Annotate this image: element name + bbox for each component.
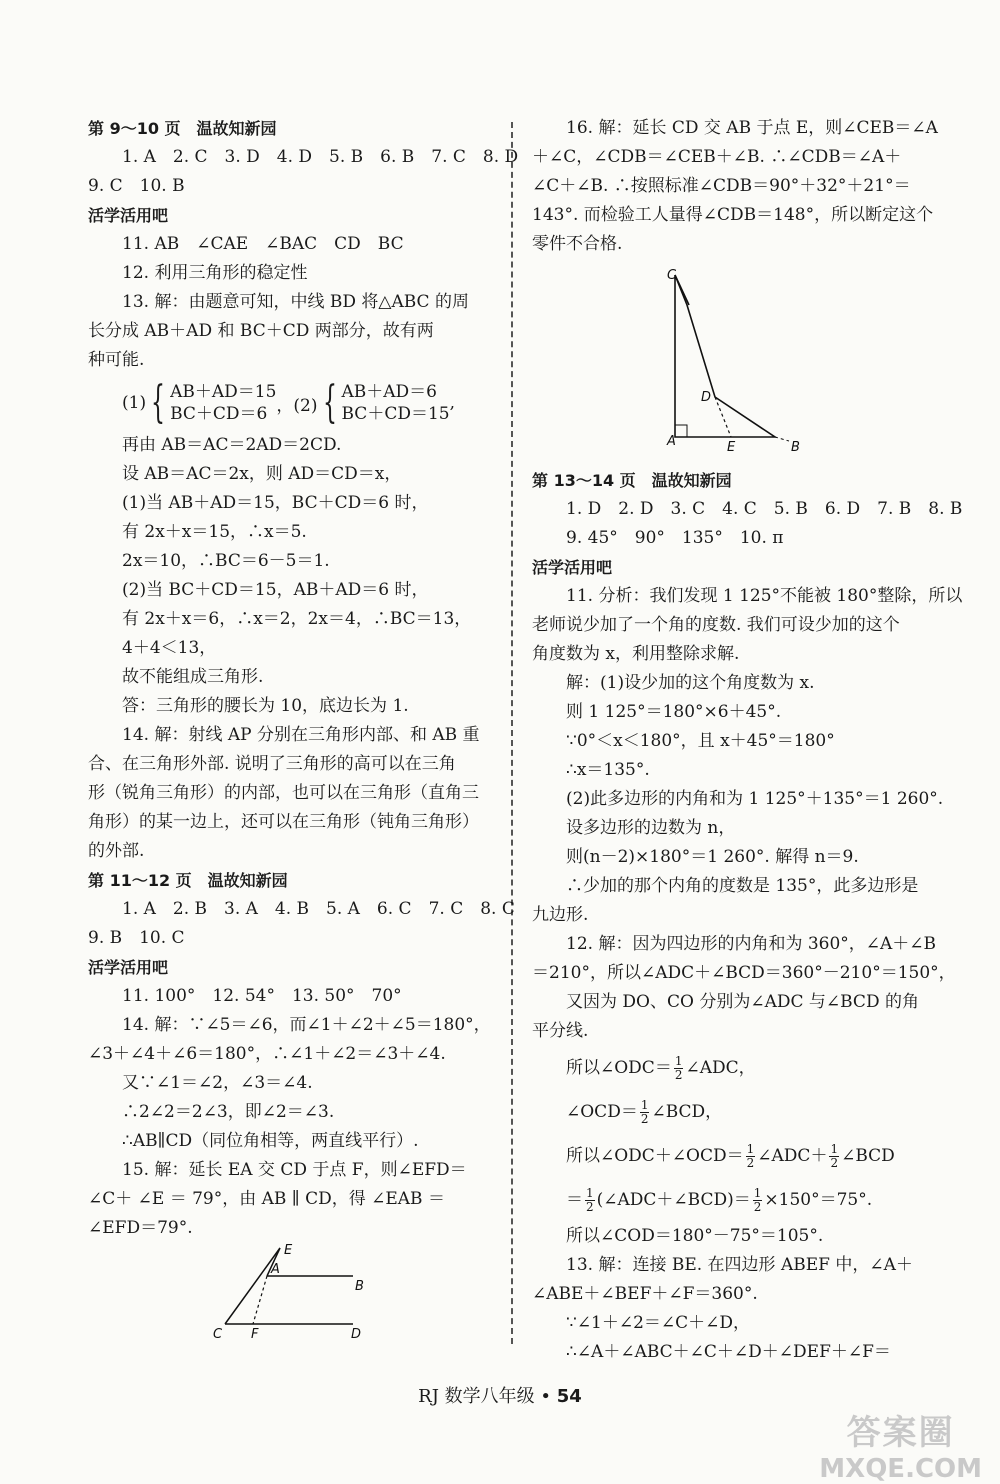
point-c-label: C [667, 268, 677, 283]
fraction-half [585, 1187, 595, 1214]
fraction-half [829, 1143, 839, 1170]
point-f-label: F [251, 1327, 259, 1342]
formula-text: ＝ [566, 1190, 583, 1210]
answer-line: 14. 解：∵∠5＝∠6，而∠1＋∠2＋∠5＝180°， [122, 1015, 491, 1035]
brace-icon: { [322, 377, 337, 428]
answer-line: 12. 解：因为四边形的内角和为 360°，∠A＋∠B [566, 934, 937, 954]
answer-line: 16. 解：延长 CD 交 AB 于点 E，则∠CEB＝∠A [566, 118, 938, 138]
answer-line: ∴少加的那个内角的度数是 135°，此多边形是 [566, 876, 919, 896]
equation-system [170, 381, 276, 425]
answer-line: 11. 分析：我们发现 1 125°不能被 180°整除，所以 [566, 586, 963, 606]
punctuation: , [449, 393, 455, 413]
subsection-title: 活学活用吧 [532, 558, 613, 577]
watermark-url: MXQE.COM [819, 1454, 982, 1484]
page-number: 54 [556, 1386, 582, 1407]
answer-line: 种可能. [88, 350, 145, 370]
answer-line: 故不能组成三角形. [122, 667, 264, 687]
formula-line [532, 1178, 937, 1222]
answer-line: 有 2x＋x＝6，∴x＝2，2x＝4，∴BC＝13， [122, 609, 472, 629]
answer-line: 形（锐角三角形）的内部，也可以在三角形（直角三 [88, 783, 479, 803]
answer-line: ∴AB∥CD（同位角相等，两直线平行）. [122, 1131, 419, 1151]
equation-row: AB＋AD＝6 [341, 382, 437, 402]
point-a-label: A [271, 1262, 280, 1277]
line-ce [225, 1248, 280, 1324]
answer-line: 又∵∠1＝∠2，∠3＝∠4. [122, 1073, 313, 1093]
answer-line: ＝210°，所以∠ADC＋∠BCD＝360°－210°＝150°， [532, 963, 956, 983]
answer-line: 设 AB＝AC＝2x，则 AD＝CD＝x， [122, 464, 402, 484]
part-figure [655, 265, 815, 460]
answer-line: 老师说少加了一个角的度数. 我们可设少加的这个 [532, 615, 900, 635]
fraction-half [753, 1187, 763, 1214]
answer-line: 有 2x＋x＝15，∴x＝5. [122, 522, 307, 542]
answer-line: 答：三角形的腰长为 10，底边长为 1. [122, 696, 409, 716]
section-title: 第 11～12 页 温故知新园 [88, 871, 288, 890]
numerator: 1 [640, 1098, 649, 1112]
answer-line: 所以∠COD＝180°－75°＝105°. [566, 1226, 824, 1246]
point-d-label: D [701, 390, 712, 405]
denominator: 2 [586, 1200, 594, 1214]
parallel-lines-figure [205, 1242, 375, 1342]
formula-text: ∠BCD， [651, 1102, 723, 1122]
equation-systems [88, 375, 493, 431]
numerator: 1 [674, 1054, 683, 1068]
answer-line: 则 1 125°＝180°×6＋45°. [566, 702, 782, 722]
answer-line: (2)当 BC＋CD＝15，AB＋AD＝6 时， [122, 580, 429, 600]
answer-line: 4＋4＜13， [122, 638, 217, 658]
formula-text: 所以∠ODC＝ [566, 1058, 672, 1078]
subsection-title: 活学活用吧 [88, 206, 169, 225]
fraction-half [746, 1143, 756, 1170]
answer-line: 再由 AB＝AC＝2AD＝2CD. [122, 435, 342, 455]
section-title: 第 13～14 页 温故知新园 [532, 471, 732, 490]
answer-line: 九边形. [532, 905, 589, 925]
answer-line: ∴∠A＋∠ABC＋∠C＋∠D＋∠DEF＋∠F＝ [566, 1342, 891, 1362]
answer-line: 15. 解：延长 EA 交 CD 于点 F，则∠EFD＝ [122, 1160, 467, 1180]
equation-system [342, 381, 450, 425]
answer-line: 零件不合格. [532, 234, 623, 254]
point-a-label: A [667, 434, 676, 449]
answer-line: 角形）的某一边上，还可以在三角形（钝角三角形） [88, 812, 479, 832]
answer-line: ∠C＋∠B. ∴按照标准∠CDB＝90°＋32°＋21°＝ [532, 176, 911, 196]
numerator: 1 [753, 1186, 762, 1200]
answer-line: 则(n－2)×180°＝1 260°. 解得 n＝9. [566, 847, 859, 867]
equation-row: BC＋CD＝6 [170, 404, 268, 424]
formula-text: ∠BCD [841, 1146, 895, 1166]
answer-line: 解：(1)设少加的这个角度数为 x. [566, 673, 815, 693]
answer-line: ∠C＋ ∠E ＝ 79°，由 AB ∥ CD，得 ∠EAB ＝ [88, 1189, 445, 1209]
answer-line: ∴2∠2＝2∠3，即∠2＝∠3. [122, 1102, 335, 1122]
choice-answers: 1. A 2. C 3. D 4. D 5. B 6. B 7. C 8. D [122, 147, 519, 167]
answer-line: 13. 解：连接 BE. 在四边形 ABEF 中，∠A＋ [566, 1255, 913, 1275]
answer-line: 的外部. [88, 841, 145, 861]
answer-line: 11. AB ∠CAE ∠BAC CD BC [122, 234, 404, 254]
answer-line: 12. 利用三角形的稳定性 [122, 263, 308, 283]
formula-text: ×150°＝75°. [764, 1190, 873, 1210]
point-b-label: B [355, 1279, 364, 1294]
right-angle-mark [675, 425, 687, 437]
formula-line [532, 1134, 937, 1178]
section-title: 第 9～10 页 温故知新园 [88, 119, 277, 138]
numerator: 1 [746, 1142, 755, 1156]
denominator: 2 [830, 1156, 839, 1170]
numerator: 1 [830, 1142, 839, 1156]
equation-row: BC＋CD＝15 [341, 404, 450, 424]
answer-line: ∠ABE＋∠BEF＋∠F＝360°. [532, 1284, 758, 1304]
choice-answers: 1. D 2. D 3. C 4. C 5. B 6. D 7. B 8. B [566, 499, 963, 519]
choice-answers: 9. B 10. C [88, 928, 185, 948]
footer-label: RJ 数学八年级 • [418, 1386, 552, 1407]
answer-line: 平分线. [532, 1021, 589, 1041]
formula-text: ∠ADC， [685, 1058, 756, 1078]
formula-text: 所以∠ODC＋∠OCD＝ [566, 1146, 744, 1166]
answer-line: 合、在三角形外部. 说明了三角形的高可以在三角 [88, 754, 456, 774]
formula-text: (∠ADC＋∠BCD)＝ [596, 1190, 751, 1210]
formula-text: ∠ADC＋ [757, 1146, 828, 1166]
answer-line: ∠3＋∠4＋∠6＝180°，∴∠1＋∠2＝∠3＋∠4. [88, 1044, 446, 1064]
answer-line: 设多边形的边数为 n， [566, 818, 736, 838]
answer-line: 长分成 AB＋AD 和 BC＋CD 两部分，故有两 [88, 321, 434, 341]
answer-line: ∵0°＜x＜180°，且 x＋45°＝180° [566, 731, 835, 751]
fraction-half [674, 1055, 684, 1082]
choice-answers: 9. 45° 90° 135° 10. π [566, 528, 784, 548]
answer-line: ∵∠1＋∠2＝∠C＋∠D， [566, 1313, 751, 1333]
point-e-label: E [284, 1243, 293, 1258]
answer-line: ∴x＝135°. [566, 760, 650, 780]
denominator: 2 [674, 1068, 683, 1082]
system-label: (1) [122, 393, 147, 413]
answer-line: ＋∠C，∠CDB＝∠CEB＋∠B. ∴∠CDB＝∠A＋ [532, 147, 902, 167]
brace-icon: { [151, 377, 166, 428]
answer-line: 13. 解：由题意可知，中线 BD 将△ABC 的周 [122, 292, 469, 312]
formula-text: ∠OCD＝ [566, 1102, 638, 1122]
point-e-label: E [727, 440, 736, 455]
watermark-text: 答案圈 [846, 1413, 955, 1453]
formula-line [532, 1046, 937, 1090]
denominator: 2 [746, 1156, 755, 1170]
formula-line [532, 1090, 937, 1134]
answer-line: (1)当 AB＋AD＝15，BC＋CD＝6 时， [122, 493, 429, 513]
point-d-label: D [351, 1327, 362, 1342]
choice-answers: 1. A 2. B 3. A 4. B 5. A 6. C 7. C 8. C [122, 899, 515, 919]
subsection-title: 活学活用吧 [88, 958, 169, 977]
answer-line: 2x＝10，∴BC＝6－5＝1. [122, 551, 330, 571]
answer-line: 14. 解：射线 AP 分别在三角形内部、和 AB 重 [122, 725, 480, 745]
edge-top [675, 275, 689, 305]
left-column [88, 114, 519, 1243]
denominator: 2 [640, 1112, 649, 1126]
answer-line: ∠EFD＝79°. [88, 1218, 193, 1238]
denominator: 2 [753, 1200, 762, 1214]
fraction-half [640, 1099, 650, 1126]
part-outline [675, 275, 775, 437]
column-divider [511, 122, 513, 1344]
answer-line: 143°. 而检验工人量得∠CDB＝148°，所以断定这个 [532, 205, 934, 225]
line-b-dashed [775, 437, 789, 441]
answer-line: 角度数为 x，利用整除求解. [532, 644, 740, 664]
point-b-label: B [791, 440, 800, 455]
equation-row: AB＋AD＝15 [170, 382, 277, 402]
answer-line: 又因为 DO、CO 分别为∠ADC 与∠BCD 的角 [566, 992, 919, 1012]
choice-answers: 9. C 10. B [88, 176, 185, 196]
answer-line: (2)此多边形的内角和为 1 125°＋135°＝1 260°. [566, 789, 944, 809]
point-c-label: C [213, 1327, 223, 1342]
answer-line: 11. 100° 12. 54° 13. 50° 70° [122, 986, 402, 1006]
numerator: 1 [586, 1186, 594, 1200]
watermark [819, 1405, 982, 1484]
system-label: ，(2) [276, 395, 318, 416]
